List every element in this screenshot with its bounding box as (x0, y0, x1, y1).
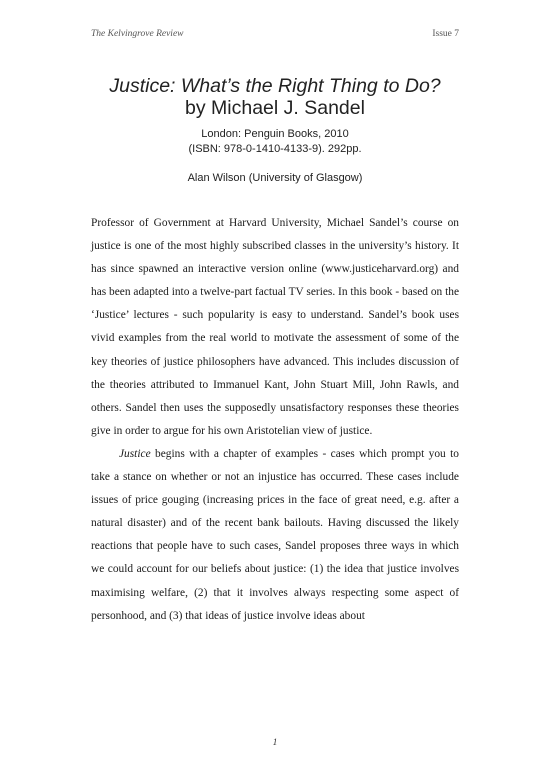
publication-details (60, 127, 490, 157)
reviewer-name: Alan Wilson (University of Glasgow) (187, 172, 363, 184)
page-number: 1 (272, 738, 278, 748)
book-author: by Michael J. Sandel (185, 97, 365, 119)
book-title: Justice: What’s the Right Thing to Do? (109, 75, 441, 97)
review-title (60, 75, 490, 119)
publisher-line: London: Penguin Books, 2010 (201, 128, 349, 140)
book-title-inline: Justice (119, 447, 151, 460)
journal-name: The Kelvingrove Review (91, 29, 184, 39)
running-header (91, 29, 459, 39)
paragraph-2 (91, 443, 459, 628)
issue-number: Issue 7 (432, 29, 459, 39)
isbn-line: (ISBN: 978-0-1410-4133-9). 292pp. (188, 143, 362, 155)
paragraph-2-text: begins with a chapter of examples - cases which prompt you to take a stance on whether or not an injustice has occurred. These cases include issues of price gouging (increasing prices in the face of great need, e.g. after a natural disaster) and of the recent bank bailouts. Having discussed the likely reactions that people have to such cases, Sandel proposes three ways in which we could account for our beliefs about justice: (1) the idea that justice involves maximising welfare, (2) that it involves always respecting some aspect of personhood, and (3) that ideas of justice involve ideas about (91, 447, 459, 622)
review-body (91, 212, 459, 628)
paragraph-1: Professor of Government at Harvard University, Michael Sandel’s course on justice is one of the most highly subscribed classes in the university’s history. It has since spawned an interactive version online (www.justiceharvard.org) and has been adapted into a twelve-part factual TV series. In this book - based on the ‘Justice’ lectures - such popularity is easy to understand. Sandel’s book uses vivid examples from the real world to motivate the assessment of some of the key theories of justice philosophers have advanced. This includes discussion of the theories attributed to Immanuel Kant, John Stuart Mill, John Rawls, and others. Sandel then uses the supposedly unsatisfactory responses these theories give in order to argue for his own Aristotelian view of justice. (91, 217, 459, 437)
